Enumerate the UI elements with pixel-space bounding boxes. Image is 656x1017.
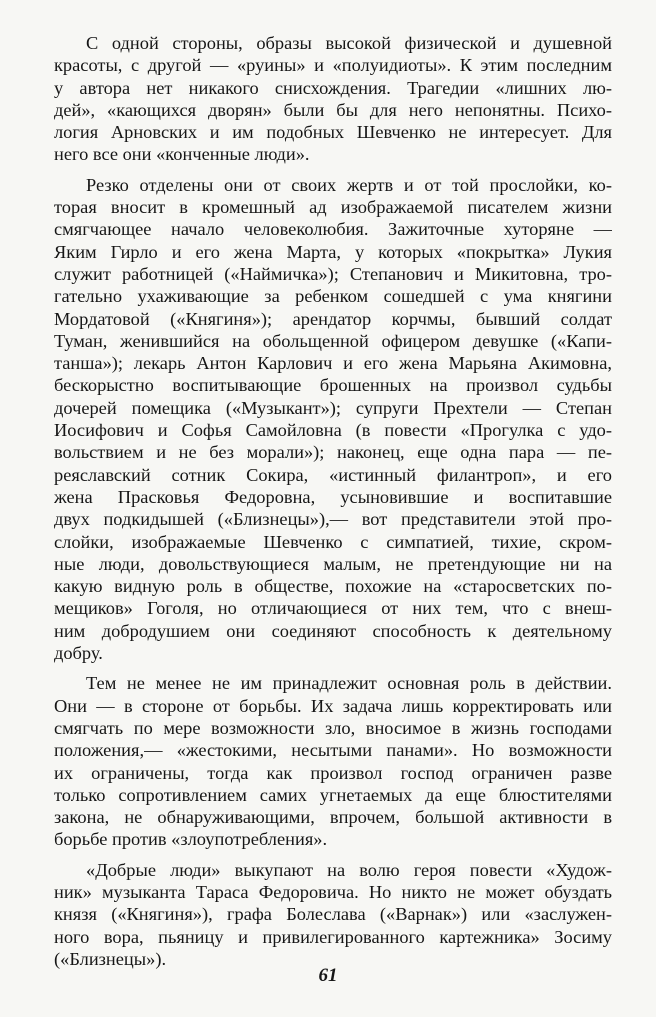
text-line: служит работницей («Наймичка»); Степанович и Микитовна, тро-: [54, 263, 612, 284]
paragraph-gap: [54, 664, 612, 672]
text-line: слойки, изображаемые Шевченко с симпатией, тихие, скром-: [54, 531, 612, 552]
text-line: Иосифович и Софья Самойловна (в повести «Прогулка с удо-: [54, 420, 612, 441]
text-line: реяславский сотник Сокира, «истинный филантроп», и его: [54, 464, 612, 485]
text-line: бескорыстно воспитывающие брошенных на произвол судьбы: [54, 375, 612, 396]
paragraph: [54, 672, 612, 850]
text-line: двух подкидышей («Близнецы»),— вот представители этой про-: [54, 509, 612, 530]
text-line: мещиков» Гоголя, но отличающиеся от них тем, что с внеш-: [54, 598, 612, 619]
paragraph-gap: [54, 166, 612, 174]
text-line: Резко отделены они от своих жертв и от той прослойки, ко-: [86, 174, 612, 195]
text-line: ные люди, довольствующиеся малым, не претендующие ни на: [54, 553, 612, 574]
text-line: Мордатовой («Княгиня»); арендатор корчмы, бывший солдат: [54, 308, 612, 329]
text-line: смягчающее начало человеколюбия. Зажиточные хуторяне —: [54, 219, 612, 240]
text-line: их ограничены, тогда как произвол господ ограничен разве: [54, 762, 612, 783]
text-line: красоты, с другой — «руины» и «полуидиоты». К этим последним: [54, 55, 612, 76]
text-line: закона, не обнаруживающими, впрочем, большой активности в: [54, 807, 612, 828]
text-line: него все они «конченные люди».: [54, 144, 310, 165]
text-line: дочерей помещика («Музыкант»); супруги Прехтели — Степан: [54, 397, 612, 418]
text-line: ник» музыканта Тараса Федоровича. Но никто не может обуздать: [54, 881, 612, 902]
text-line: («Близнецы»).: [54, 948, 167, 969]
text-line: добру.: [54, 643, 103, 664]
paragraph: [54, 32, 612, 166]
text-line: танша»); лекарь Антон Карлович и его жена Марьяна Акимовна,: [54, 353, 612, 374]
text-line: ного вора, пьяницу и привилегированного картежника» Зосиму: [54, 926, 612, 947]
text-line: дей», «кающихся дворян» были бы для него непонятны. Психо-: [54, 99, 612, 120]
text-line: какую видную роль в обществе, похожие на «старосветских по-: [54, 576, 612, 597]
text-line: Туман, женившийся на обольщенной офицером девушке («Капи-: [54, 330, 612, 351]
text-line: Яким Гирло и его жена Марта, у которых «покрытка» Лукия: [54, 241, 612, 262]
text-line: вольствием и не без морали»); наконец, еще одна пара — пе-: [54, 442, 612, 463]
text-line: положения,— «жестокими, несытыми панами». Но возможности: [54, 740, 612, 761]
text-line: смягчать по мере возможности зло, вносимое в жизнь господами: [54, 717, 612, 738]
body-text: [54, 32, 612, 970]
text-line: логия Арновских и им подобных Шевченко не интересует. Для: [54, 122, 612, 143]
text-line: только сопротивлением самих угнетаемых да еще блюстителями: [54, 784, 612, 805]
paragraph-gap: [54, 851, 612, 859]
text-line: жена Прасковья Федоровна, усыновившие и воспитавшие: [54, 486, 612, 507]
paragraph: [54, 174, 612, 665]
text-line: Тем не менее не им принадлежит основная роль в действии.: [86, 673, 612, 694]
text-line: С одной стороны, образы высокой физической и душевной: [86, 33, 612, 53]
paragraph: [54, 859, 612, 970]
text-line: «Добрые люди» выкупают на волю героя повести «Худож-: [86, 859, 612, 880]
text-line: Они — в стороне от борьбы. Их задача лишь корректировать или: [54, 695, 612, 716]
text-line: ним добродушием они соединяют способность к деятельному: [54, 620, 612, 641]
text-line: князя («Княгиня»), графа Болеслава («Варнак») или «заслужен-: [54, 904, 612, 925]
text-line: гательно ухаживающие за ребенком сошедшей с ума княгини: [54, 286, 612, 307]
text-line: у автора нет никакого снисхождения. Трагедии «лишних лю-: [54, 77, 612, 98]
text-line: торая вносит в кромешный ад изображаемой писателем жизни: [54, 197, 612, 218]
page-number: 61: [318, 965, 338, 986]
text-line: борьбе против «злоупотребления».: [54, 829, 328, 850]
